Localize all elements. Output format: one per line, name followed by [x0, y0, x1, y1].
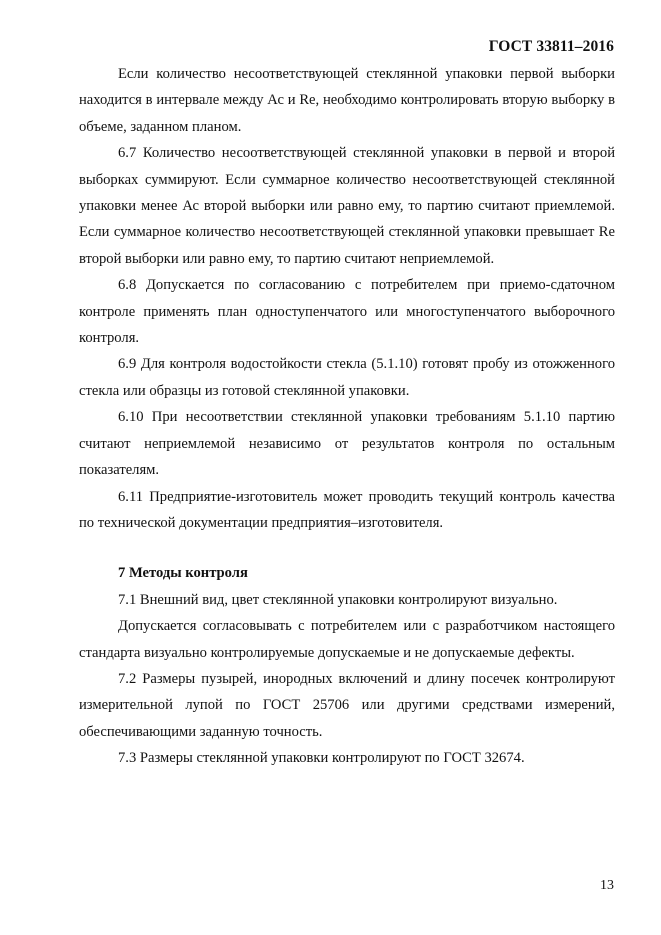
paragraph-7-2: 7.2 Размеры пузырей, инородных включений и длину посечек контролируют измерительной лупой по ГОСТ 25706 или другими средствами измерений, обеспечивающими заданную точность. — [79, 670, 615, 740]
paragraph-6-11: 6.11 Предприятие-изготовитель может проводить текущий контроль качества по технической документации предприятия–изготовителя. — [79, 488, 615, 531]
paragraph-7-1: 7.1 Внешний вид, цвет стеклянной упаковки контролируют визуально. — [118, 591, 558, 608]
paragraph-6-9: 6.9 Для контроля водостойкости стекла (5.1.10) готовят пробу из отожженного стекла или образцы из готовой стеклянной упаковки. — [79, 356, 615, 399]
paragraph-6-8: 6.8 Допускается по согласованию с потребителем при приемо-сдаточном контроле применять план одноступенчатого или многоступенчатого выборочного контроля. — [79, 277, 615, 347]
document-header-standard: ГОСТ 33811–2016 — [488, 38, 614, 55]
paragraph-second-sample: Если количество несоответствующей стеклянной упаковки первой выборки находится в интервале между Ас и Re, необходимо контролировать вторую выборку в объеме, заданном планом. — [79, 66, 615, 135]
section-spacer — [79, 536, 615, 560]
paragraph-6-10: 6.10 При несоответствии стеклянной упаковки требованиям 5.1.10 партию считают неприемлемой независимо от результатов контроля по остальным показателям. — [79, 409, 615, 479]
paragraph-6-7: 6.7 Количество несоответствующей стеклянной упаковки в первой и второй выборках суммируют. Если суммарное количество несоответствующей стеклянной упаковки менее Ас второй выборки или равно ему, то партию считают приемлемой. Если суммарное количество несоответствующей стеклянной упаковки превышает Re второй выборки или равно ему, то партию считают неприемлемой. — [79, 145, 615, 267]
section-title-7: 7 Методы контроля — [118, 565, 248, 582]
page-number: 13 — [600, 878, 614, 893]
paragraph-7-3: 7.3 Размеры стеклянной упаковки контролируют по ГОСТ 32674. — [118, 750, 525, 767]
page-body — [79, 61, 615, 772]
paragraph-7-1-note: Допускается согласовывать с потребителем или с разработчиком настоящего стандарта визуально контролируемые допускаемые и не допускаемые дефекты. — [79, 618, 615, 661]
